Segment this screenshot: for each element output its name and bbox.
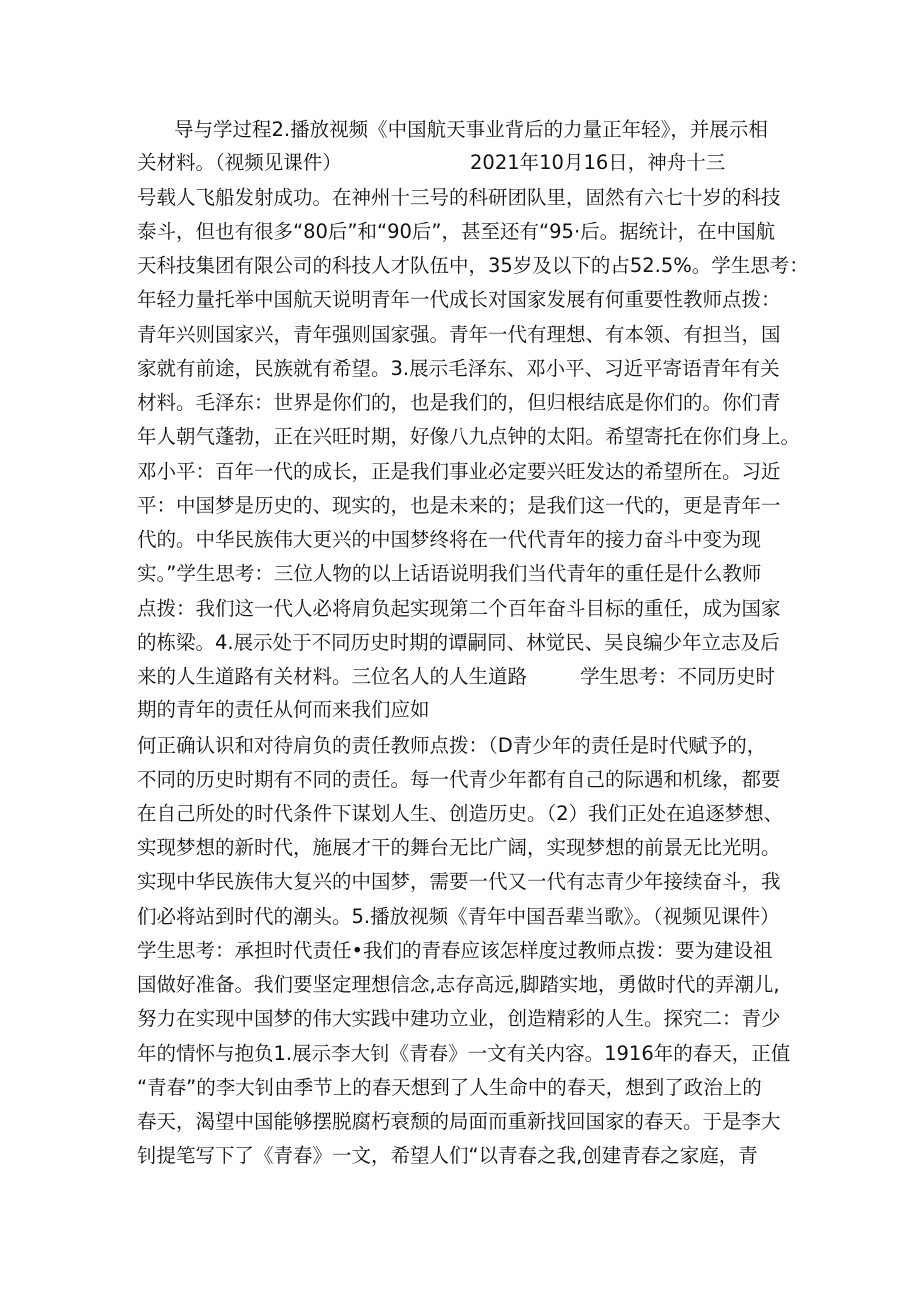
text-segment: 泰斗，但也有很多“80后”和“90后”，甚至还有“95·后。据统计，在中国航 bbox=[137, 220, 776, 243]
text-segment: 材料。毛泽东：世界是你们的，也是我们的，但归根结底是你们的。你们青 bbox=[137, 391, 781, 414]
text-segment: 关材料。（视频见课件） bbox=[137, 151, 342, 174]
text-line bbox=[137, 730, 809, 762]
text-segment: 邓小平：百年一代的成长，正是我们事业必定要兴旺发达的希望所在。习近 bbox=[137, 460, 781, 483]
text-segment: 家就有前途，民族就有希望。3.展示毛泽东、邓小平、习近平寄语青年有关 bbox=[137, 357, 780, 380]
text-segment: 青年兴则国家兴，青年强则国家强。青年一代有理想、有本领、有担当，国 bbox=[137, 323, 781, 346]
text-line bbox=[137, 421, 809, 453]
text-line bbox=[137, 593, 809, 625]
text-line bbox=[137, 1003, 809, 1035]
text-segment: 学生思考：承担时代责任•我们的青春应该怎样度过教师点拨：要为建设祖 bbox=[137, 939, 773, 962]
text-line bbox=[137, 832, 809, 864]
text-segment: 年人朝气蓬勃，正在兴旺时期，好像八九点钟的太阳。希望寄托在你们身上。 bbox=[137, 425, 801, 448]
text-line bbox=[137, 456, 809, 488]
text-line bbox=[137, 353, 809, 385]
text-line bbox=[137, 935, 809, 967]
text-line bbox=[137, 216, 809, 248]
text-segment: 实现梦想的新时代，施展才干的舞台无比广阔，实现梦想的前景无比光明。 bbox=[137, 836, 781, 859]
text-line bbox=[137, 1106, 809, 1138]
text-line bbox=[137, 250, 809, 282]
text-segment: 来的人生道路有关材料。三位名人的人生道路 bbox=[137, 665, 528, 688]
text-segment: 何正确认识和对待肩负的责任教师点拨：（D青少年的责任是时代赋予的， bbox=[137, 734, 767, 757]
text-line bbox=[137, 1140, 809, 1172]
text-segment: 导与学过程2.播放视频《中国航天事业背后的力量正年轻》，并展示相 bbox=[174, 118, 768, 141]
text-line bbox=[137, 182, 809, 214]
text-line bbox=[137, 147, 809, 179]
text-segment: 国做好准备。我们要坚定理想信念,志存高远,脚踏实地，勇做时代的弄潮儿, bbox=[137, 973, 780, 996]
text-segment: 努力在实现中国梦的伟大实践中建功立业，创造精彩的人生。探究二：青少 bbox=[137, 1007, 781, 1030]
text-segment: “青春”的李大钊由季节上的春天想到了人生命中的春天，想到了政治上的 bbox=[137, 1076, 762, 1099]
text-segment: 年轻力量托举中国航天说明青年一代成长对国家发展有何重要性教师点拨： bbox=[137, 288, 781, 311]
text-segment: 的栋梁。4.展示处于不同历史时期的谭嗣同、林觉民、吴良编少年立志及后 bbox=[137, 631, 780, 654]
text-segment: 春天，渴望中国能够摆脱腐朽衰颓的局面而重新找回国家的春天。于是李大 bbox=[137, 1110, 781, 1133]
text-line bbox=[137, 319, 809, 351]
text-line bbox=[137, 114, 809, 146]
text-line bbox=[137, 558, 809, 590]
text-segment: 天科技集团有限公司的科技人才队伍中，35岁及以下的占52.5%。学生思考： bbox=[137, 254, 809, 277]
text-line bbox=[137, 524, 809, 556]
text-segment: 2021年10月16日，神舟十三 bbox=[470, 151, 726, 174]
text-segment: 钊提笔写下了《青春》一文，希望人们“以青春之我,创建青春之家庭，青 bbox=[137, 1144, 758, 1167]
text-line bbox=[137, 764, 809, 796]
text-line bbox=[137, 661, 809, 693]
text-line bbox=[137, 1072, 809, 1104]
text-line bbox=[137, 798, 809, 830]
text-segment: 实现中华民族伟大复兴的中国梦，需要一代又一代有志青少年接续奋斗，我 bbox=[137, 870, 781, 893]
text-segment: 在自己所处的时代条件下谋划人生、创造历史。（2）我们正处在追逐梦想、 bbox=[137, 802, 784, 825]
text-segment: 号载人飞船发射成功。在神州十三号的科研团队里，固然有六七十岁的科技 bbox=[137, 186, 781, 209]
text-line bbox=[137, 901, 809, 933]
text-line bbox=[137, 694, 809, 726]
text-segment: 实。”学生思考：三位人物的以上话语说明我们当代青年的重任是什么教师 bbox=[137, 562, 762, 585]
text-segment: 不同的历史时期有不同的责任。每一代青少年都有自己的际遇和机缘，都要 bbox=[137, 768, 781, 791]
text-line bbox=[137, 490, 809, 522]
text-segment: 期的青年的责任从何而来我们应如 bbox=[137, 698, 430, 721]
text-line bbox=[137, 866, 809, 898]
text-line bbox=[137, 387, 809, 419]
text-segment: 平：中国梦是历史的、现实的，也是未来的；是我们这一代的，更是青年一 bbox=[137, 494, 781, 517]
text-line bbox=[137, 969, 809, 1001]
text-segment: 代的。中华民族伟大更兴的中国梦终将在一代代青年的接力奋斗中变为现 bbox=[137, 528, 762, 551]
text-segment: 年的情怀与抱负1.展示李大钊《青春》一文有关内容。1916年的春天，正值 bbox=[137, 1042, 791, 1065]
text-segment: 点拨：我们这一代人必将肩负起实现第二个百年奋斗目标的重任，成为国家 bbox=[137, 597, 781, 620]
text-segment: 们必将站到时代的潮头。5.播放视频《青年中国吾辈当歌》。（视频见课件） bbox=[137, 905, 780, 928]
text-line bbox=[137, 627, 809, 659]
text-line bbox=[137, 1038, 809, 1070]
text-line bbox=[137, 284, 809, 316]
text-segment: 学生思考：不同历史时 bbox=[580, 665, 776, 688]
